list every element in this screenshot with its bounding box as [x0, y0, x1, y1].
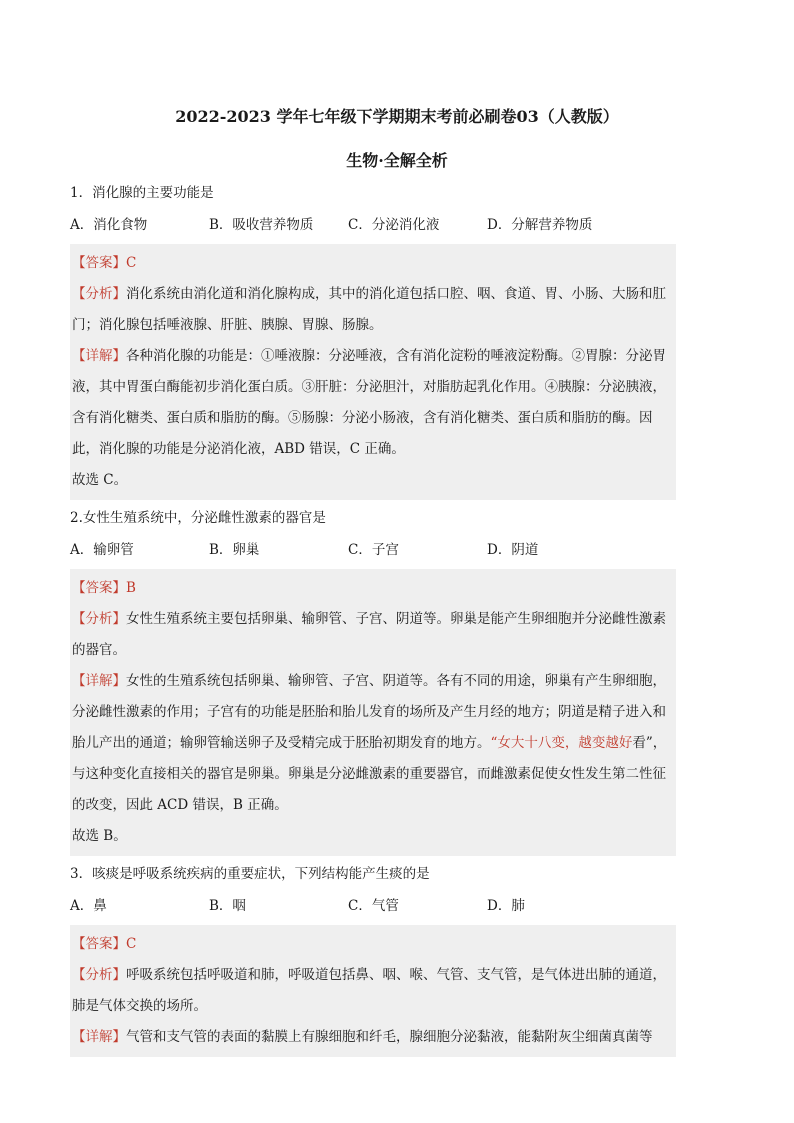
- questions-list: [70, 183, 676, 1065]
- answer-line: [72, 929, 676, 960]
- question-options: [70, 215, 676, 235]
- document-subtitle: 生物·全解全析: [346, 151, 448, 170]
- question-2: [70, 508, 676, 856]
- detail-tag: 【详解】: [72, 1029, 126, 1045]
- analysis-text: 消化系统由消化道和消化腺构成，其中的消化道包括口腔、咽、食道、胃、小肠、大肠和肛门；消化腺包括唾液腺、肝脏、胰腺、胃腺、肠腺。: [72, 286, 666, 333]
- detail-line: [72, 341, 676, 465]
- question-stem: 1．消化腺的主要功能是: [70, 185, 214, 201]
- option-b: B．咽: [209, 898, 246, 914]
- analysis-tag: 【分析】: [72, 967, 126, 983]
- question-options: [70, 540, 676, 560]
- option-c: C．分泌消化液: [348, 217, 440, 233]
- option-c: C．子宫: [348, 542, 399, 558]
- detail-tag: 【详解】: [72, 348, 126, 364]
- question-stem: 3．咳痰是呼吸系统疾病的重要症状，下列结构能产生痰的是: [70, 866, 430, 882]
- answer-value: B: [126, 580, 136, 596]
- analysis-tag: 【分析】: [72, 286, 126, 302]
- option-a: A．输卵管: [70, 542, 134, 558]
- question-options: [70, 896, 676, 916]
- answer-value: C: [126, 255, 137, 271]
- analysis-text: 女性生殖系统主要包括卵巢、输卵管、子宫、阴道等。卵巢是能产生卵细胞并分泌雌性激素的器官。: [72, 611, 666, 658]
- answer-value: C: [126, 936, 137, 952]
- option-a: A．鼻: [70, 898, 107, 914]
- detail-text-a: 女性的生殖系统包括卵巢、输卵管、子宫、阴道等。各有不同的用途，卵巢有产生卵细胞，分泌雌性激素的作用；子宫有的功能是胚胎和胎儿发育的场所及产生月经的地方；阴道是精子进入和胎儿产出的通道；输卵管输送卵子及受精完成于胚胎初期发育的地方。: [72, 673, 666, 751]
- detail-line: [72, 666, 676, 821]
- option-d: D．阴道: [487, 542, 539, 558]
- conclusion-line: 故选 B。: [72, 828, 127, 844]
- option-b: B．吸收营养物质: [209, 217, 314, 233]
- detail-quote: “女大十八变，越变越好: [490, 735, 633, 751]
- analysis-text: 呼吸系统包括呼吸道和肺，呼吸道包括鼻、咽、喉、气管、支气管，是气体进出肺的通道，肺是气体交换的场所。: [72, 967, 666, 1014]
- solution-block: [70, 569, 676, 856]
- analysis-line: [72, 604, 676, 666]
- detail-text: 各种消化腺的功能是：①唾液腺：分泌唾液，含有消化淀粉的唾液淀粉酶。②胃腺：分泌胃液，其中胃蛋白酶能初步消化蛋白质。③肝脏：分泌胆汁，对脂肪起乳化作用。④胰腺：分泌胰液，含有消化糖类、蛋白质和脂肪的酶。⑤肠腺：分泌小肠液，含有消化糖类、蛋白质和脂肪的酶。因此，消化腺的功能是分泌消化液，ABD 错误，C 正确。: [72, 348, 666, 457]
- option-d: D．肺: [487, 898, 525, 914]
- question-1: [70, 183, 676, 500]
- analysis-line: [72, 279, 676, 341]
- document-title: 2022-2023 学年七年级下学期期末考前必刷卷03（人教版）: [175, 107, 619, 126]
- question-stem: 2.女性生殖系统中，分泌雌性激素的器官是: [70, 510, 326, 526]
- detail-text: 气管和支气管的表面的黏膜上有腺细胞和纤毛，腺细胞分泌黏液，能黏附灰尘细菌真菌等: [126, 1029, 653, 1045]
- solution-block: [70, 244, 676, 500]
- answer-line: [72, 248, 676, 279]
- question-3: [70, 864, 676, 1057]
- conclusion-line: 故选 C。: [72, 472, 128, 488]
- analysis-tag: 【分析】: [72, 611, 126, 627]
- option-c: C．气管: [348, 898, 399, 914]
- answer-tag: 【答案】: [72, 255, 126, 271]
- detail-tag: 【详解】: [72, 673, 126, 689]
- detail-text-b: 看”，与这种变化直接相关的器官是卵巢。卵巢是分泌雌激素的重要器官，而雌激素促使女性发生第二性征的改变，因此 ACD 错误，B 正确。: [72, 735, 667, 813]
- option-b: B．卵巢: [209, 542, 260, 558]
- answer-tag: 【答案】: [72, 936, 126, 952]
- option-d: D．分解营养物质: [487, 217, 593, 233]
- detail-line: [72, 1022, 676, 1053]
- answer-tag: 【答案】: [72, 580, 126, 596]
- analysis-line: [72, 960, 676, 1022]
- solution-block: [70, 925, 676, 1057]
- option-a: A．消化食物: [70, 217, 148, 233]
- answer-line: [72, 573, 676, 604]
